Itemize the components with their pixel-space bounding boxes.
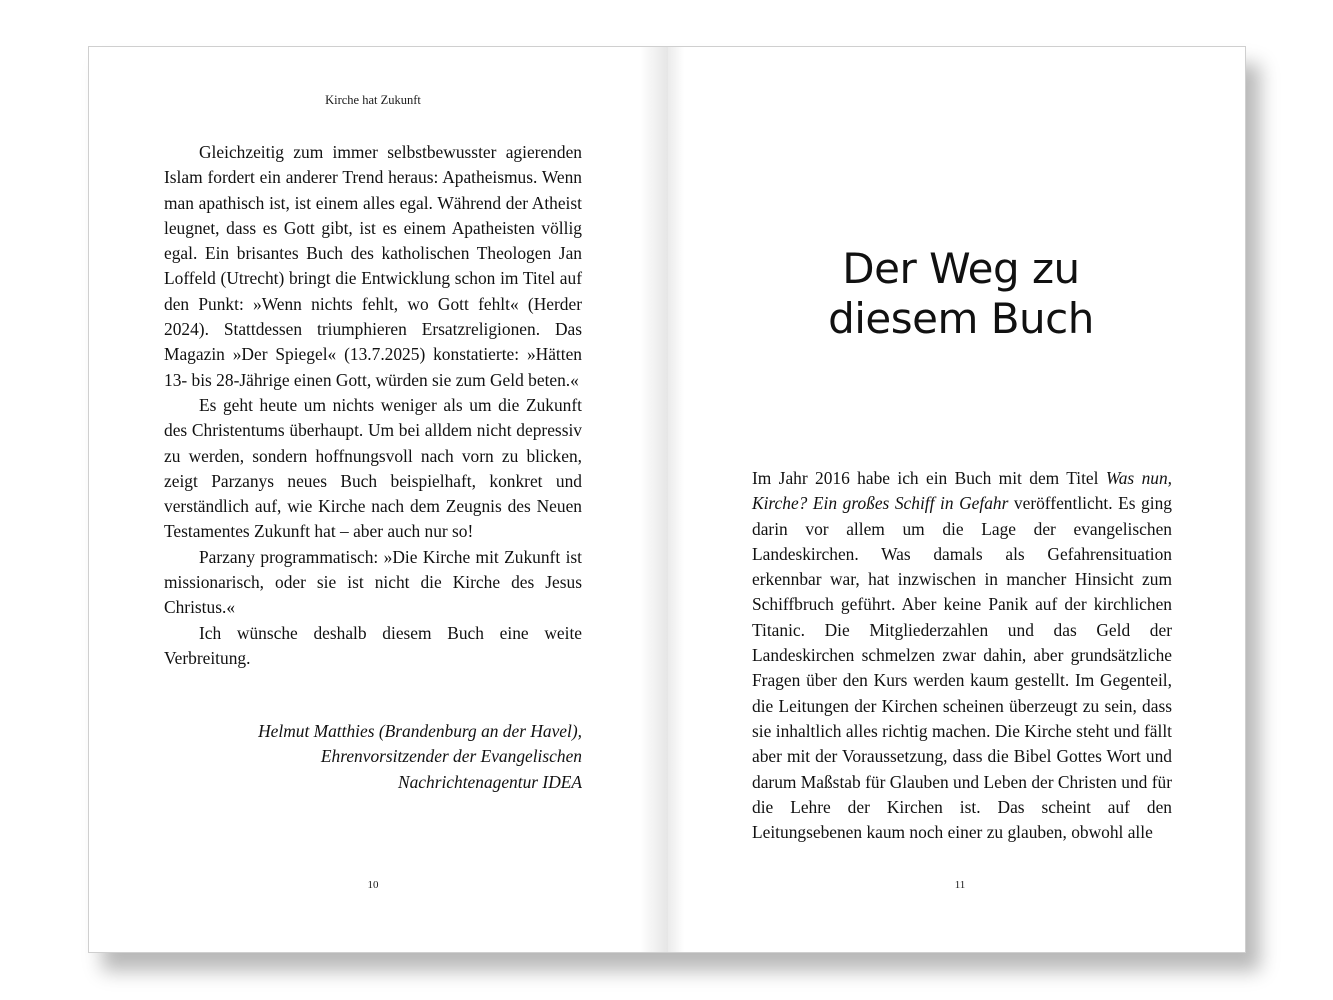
text-run: veröffentlicht. Es ging darin vor allem um die Lage der evangelischen Landeskirchen. Was damals als Gefahrensituation erkennbar war, hat inzwischen in mancher Hinsicht zum Schiffbruch geführt. Aber keine Panik auf der kirchlichen Titanic. Die Mitgliederzahlen und das Geld der Landeskirchen schmelzen zwar dahin, aber grundsätzliche Fragen über den Kurs werden kaum gestellt. Im Gegenteil, die Leitungen der Kirchen scheinen überzeugt zu sein, dass sie inhaltlich alles richtig machen. Die Kirche steht und fällt aber mit der Voraussetzung, dass die Bibel Gottes Wort und darum Maßstab für Glauben und Leben der Christen und für die Lehre der Kirchen ist. Das scheint auf den Leitungsebenen kaum noch einer zu glauben, obwohl alle xyxy=(752,493,1172,843)
chapter-title xyxy=(708,244,1214,344)
left-body-text xyxy=(164,140,582,671)
gutter-shadow xyxy=(640,47,668,952)
paragraph: Gleichzeitig zum immer selbstbewusster agierenden Islam fordert ein anderer Trend heraus: Apatheismus. Wenn man apathisch ist, ist einem alles egal. Während der Atheist leugnet, dass es Gott gibt, ist es einem Apatheisten völlig egal. Ein brisantes Buch des katholischen Theologen Jan Loffeld (Utrecht) bringt die Entwicklung schon im Titel auf den Punkt: »Wenn nichts fehlt, wo Gott fehlt« (Herder 2024). Stattdessen triumphieren Ersatzreligionen. Das Magazin »Der Spiegel« (13.7.2025) konstatierte: »Hätten 13- bis 28-Jährige einen Gott, würden sie zum Geld beten.« xyxy=(164,142,582,390)
paragraph: Parzany programmatisch: »Die Kirche mit Zukunft ist missionarisch, oder sie ist nicht die Kirche des Jesus Christus.« xyxy=(164,546,582,618)
signature-line: Nachrichtenagentur IDEA xyxy=(397,771,582,792)
text-run: Im Jahr 2016 habe ich ein Buch mit dem Titel xyxy=(752,468,1106,488)
paragraph xyxy=(752,466,1172,845)
paragraph: Ich wünsche deshalb diesem Buch eine weite Verbreitung. xyxy=(164,622,582,668)
book-title: Was nun, Kirche? Ein großes Schiff in Gefahr xyxy=(752,468,1172,514)
chapter-title-line: diesem Buch xyxy=(828,294,1094,343)
signature-line: Ehrenvorsitzender der Evangelischen xyxy=(320,746,582,767)
signature-line: Helmut Matthies (Brandenburg an der Havel), xyxy=(258,721,582,741)
running-head: Kirche hat Zukunft xyxy=(325,93,421,107)
book-spread xyxy=(88,46,1246,953)
gutter-shadow xyxy=(668,47,684,952)
chapter-title-line: Der Weg zu xyxy=(842,244,1080,293)
page-number: 11 xyxy=(954,879,966,891)
right-page xyxy=(668,46,1246,953)
right-body-text xyxy=(752,466,1172,845)
paragraph: Es geht heute um nichts weniger als um die Zukunft des Christentums überhaupt. Um bei alldem nicht depressiv zu werden, sondern hoffnungsvoll nach vorn zu blicken, zeigt Parzanys neues Buch beispielhaft, konkret und verständlich auf, wie Kirche nach dem Zeugnis des Neuen Testamentes Zukunft hat – aber auch nur so! xyxy=(164,394,582,542)
foreword-signature xyxy=(164,719,582,795)
left-page xyxy=(88,46,668,953)
page-number: 10 xyxy=(367,879,379,891)
